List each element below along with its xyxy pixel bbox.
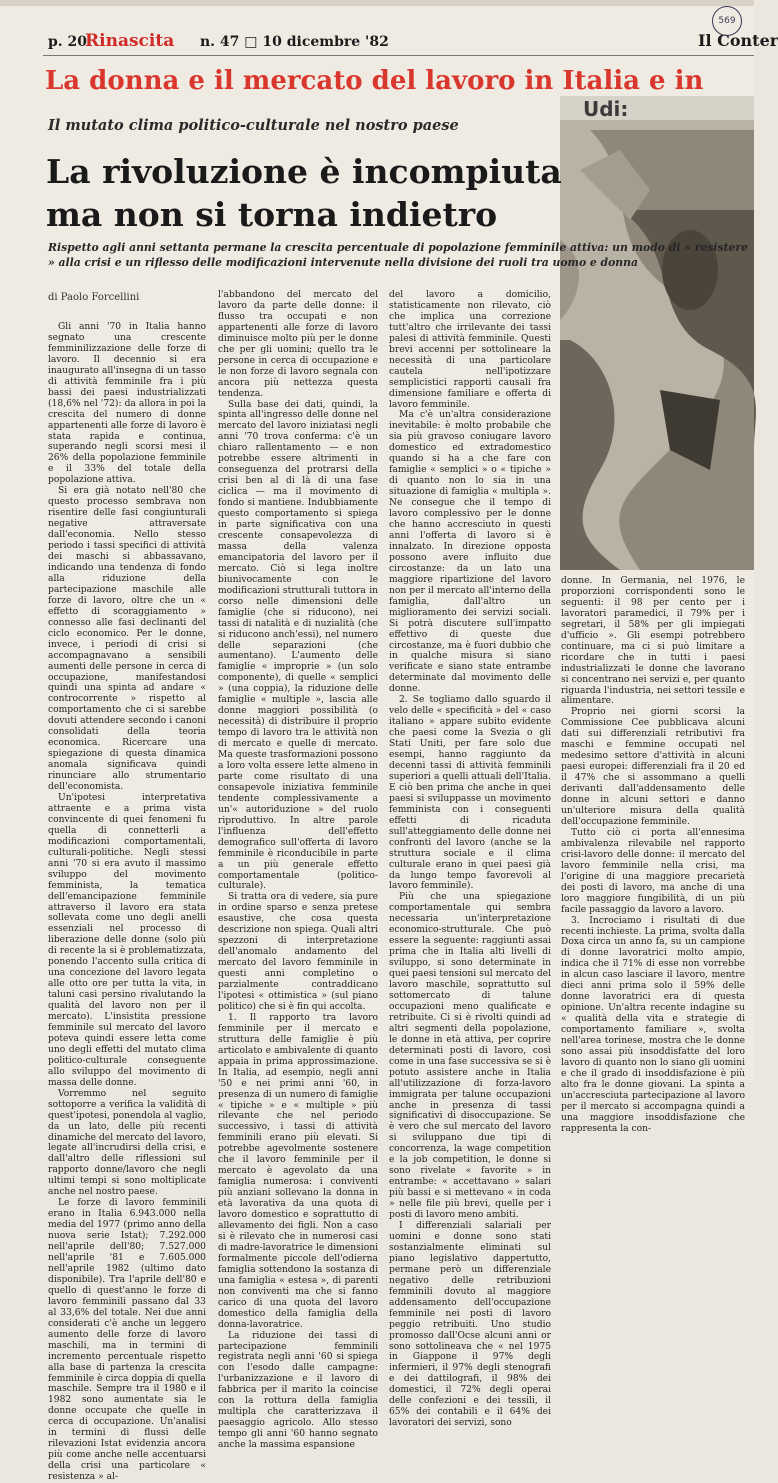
issue-date: n. 47 □ 10 dicembre '82	[200, 34, 389, 50]
headline: La rivoluzione è incompiuta ma non si torna indietro	[46, 152, 562, 234]
archive-stamp: 569	[712, 6, 742, 36]
paragraph: Le forze di lavoro femminili erano in Italia 6.943.000 nella media del 1977 (primo anno della nuova serie Istat); 7.292.000 nell'aprile dell'80; 7.527.000 nell'aprile '81 e 7.605.000 nell'aprile 1982 (ultimo dato disponibile). Tra l'aprile dell'80 e quello di quest'anno le forze di lavoro femminili passano dal 33 al 33,6% del totale. Nei due anni considerati c'è anche un leggero aumento delle forze di lavoro maschili, ma in termini di incremento percentuale rispetto alla base di partenza la crescita femminile è circa doppia di quella maschile. Sempre tra il 1980 e il 1982 sono aumentate sia le donne occupate che quelle in cerca di occupazione. Un'analisi in termini di flussi delle rilevazioni Istat evidenzia ancora più come anche nelle accentuarsi della crisi una particolare « resistenza » al-	[48, 1198, 206, 1483]
page-number: p. 20	[48, 34, 88, 50]
paragraph: Tutto ciò ci porta all'ennesima ambivalenza rilevabile nel rapporto crisi-lavoro delle donne: il mercato del lavoro femminile nella crisi, ma l'origine di una maggiore precarietà dei posti di lavoro, ma anche di una loro maggiore fungibilità, di un più facile passaggio da lavoro a lavoro.	[561, 827, 745, 915]
paragraph: Proprio nei giorni scorsi la Commissione Cee pubblicava alcuni dati sui differenziali retributivi fra maschi e femmine occupati nel medesimo settore d'attività in alcuni paesi europei: differenziali fra il 20 ed il 47% che si assommano a quelli derivanti dall'addensamento delle donne in alcuni settori e danno un'ulteriore misura della qualità dell'occupazione femminile.	[561, 707, 745, 827]
text-column-2	[218, 290, 378, 1451]
text-column-3	[389, 290, 551, 1429]
paragraph: 3. Incrociamo i risultati di due recenti inchieste. La prima, svolta dalla Doxa circa un anno fa, su un campione di donne lavoratrici molto ampio, indica che il 71% di esse non vorrebbe in alcun caso lasciare il lavoro, mentre dieci anni prima solo il 59% delle donne lavoratrici era di questa opinione. Un'altra recente indagine su « qualità della vita e strategie di comportamento familiare », svolta nell'area torinese, mostra che le donne sono assai più insoddisfatte del loro lavoro di quanto non lo siano gli uomini e che il grado di insoddisfazione è più alto fra le donne giovani. La spinta a un'accresciuta partecipazione al lavoro per il mercato si accompagna quindi a una maggiore insoddisfazione che rappresenta la con-	[561, 915, 745, 1134]
section-title: La donna e il mercato del lavoro in Italia e in	[45, 66, 754, 96]
paragraph: Più che una spiegazione comportamentale qui sembra necessaria un'interpretazione economico-strutturale. Che può essere la seguente: raggiunti assai prima che in Italia alti livelli di sviluppo, si sono determinate in quei paesi tensioni sul mercato del lavoro maschile, soprattutto sul sottomercato di talune occupazioni meno qualificate e retribuite. Ci si è rivolti quindi ad altri segmenti della popolazione, le donne in età attiva, per coprire determinati posti di lavoro, così come in una fase successiva se si è potuto assistere anche in Italia all'utilizzazione di forza-lavoro immigrata per talune occupazioni anche in presenza di tassi significativi di disoccupazione. Se è vero che sul mercato del lavoro si sviluppano due tipi di concorrenza, la wage competition e la job competition, le donne si sono rivelate « favorite » in entrambe: « accettavano » salari più bassi e si mettevano « in coda » nelle file più brevi, quelle per i posti di lavoro meno ambiti.	[389, 892, 551, 1221]
text-column-1	[48, 322, 206, 1483]
adjacent-article-title-fragment: Udi:	[583, 97, 629, 121]
kicker: Il mutato clima politico-culturale nel nostro paese	[48, 117, 459, 134]
next-article-header: Il Conter	[698, 31, 778, 50]
paragraph: Gli anni '70 in Italia hanno segnato una crescente femminilizzazione delle forze di lavoro. Il decennio si era inaugurato all'insegna di un tasso di attività femminile fra i più bassi dei paesi industrializzati (18,6% nel '72): da allora in poi la crescita del numero di donne appartenenti alle forze di lavoro è stata rapida e continua, superando negli scorsi mesi il 26% della popolazione femminile e il 33% del totale della popolazione attiva.	[48, 322, 206, 486]
paragraph: Sulla base dei dati, quindi, la spinta all'ingresso delle donne nel mercato del lavoro iniziatasi negli anni '70 trova conferma: c'è un chiaro rallentamento — e non potrebbe essere altrimenti in conseguenza del protrarsi della crisi ben al di là di una fase ciclica — ma il movimento di fondo si mantiene. Indubbiamente questo comportamento si spiega in parte significativa con una crescente consapevolezza di massa della valenza emancipatoria del lavoro per il mercato. Ciò si lega inoltre biunivocamente con le modificazioni strutturali tuttora in corso nelle dimensioni delle famiglie (che si riducono), nei tassi di natalità e di nuzialità (che si riducono anch'essi), nel numero delle separazioni (che aumentano). L'aumento delle famiglie « improprie » (un solo componente), di quelle « semplici » (una coppia), la riduzione delle famiglie « multiple », lascia alle donne maggiori possibilità (o necessità) di distribuire il proprio tempo di lavoro tra le attività non di mercato e quelle di mercato. Ma queste trasformazioni possono a loro volta essere lette almeno in parte come risultato di una consapevole iniziativa femminile tendente complessivamente a un'« autoriduzione » del ruolo riproduttivo. In altre parole l'influenza dell'effetto demografico sull'offerta di lavoro femminile è riconducibile in parte a un più generale effetto comportamentale (politico-culturale).	[218, 399, 378, 892]
text-column-4	[561, 576, 745, 1134]
standfirst: Rispetto agli anni settanta permane la crescita percentuale di popolazione femminile attiva: un modo di « resistere » alla crisi e un riflesso delle modificazioni intervenute nella divisione dei ruoli tra uomo e donna	[48, 241, 748, 269]
header-rule	[43, 55, 754, 56]
paragraph: La riduzione dei tassi di partecipazione femminili registrata negli anni '60 si spiega con l'esodo dalle campagne: l'urbanizzazione e il lavoro di fabbrica per il marito la coincise con la rottura della famiglia multipla che caratterizzava il paesaggio agricolo. Allo stesso tempo gli anni '60 hanno segnato anche la massima espansione	[218, 1330, 378, 1451]
paragraph: 1. Il rapporto tra lavoro femminile per il mercato e struttura delle famiglie è più articolato e ambivalente di quanto appaia in prima approssimazione. In Italia, ad esempio, negli anni '50 e nei primi anni '60, in presenza di un numero di famiglie « tipiche » e « multiple » più rilevante che nel periodo successivo, i tassi di attività femminili erano più elevati. Si potrebbe agevolmente sostenere che il lavoro femminile per il mercato è agevolato da una famiglia numerosa: i conviventi più anziani sollevano la donna in età lavorativa da una quota di lavoro domestico e soprattutto di allevamento dei figli. Non a caso si è rilevato che in numerosi casi di madre-lavoratrice le dimensioni formalmente piccole dell'odierna famiglia sottendono la sostanza di una famiglia « estesa », di parenti non conviventi ma che si fanno carico di una quota del lavoro domestico della famiglia della donna-lavoratrice.	[218, 1012, 378, 1330]
paragraph: Vorremmo nel seguito sottoporre a verifica la validità di quest'ipotesi, ponendola al vaglio, da un lato, delle più recenti dinamiche del mercato del lavoro, legate all'incrudirsi della crisi, e dall'altro delle riflessioni sul rapporto donne/lavoro che negli ultimi tempi si sono moltiplicate anche nel nostro paese.	[48, 1088, 206, 1198]
byline: di Paolo Forcellini	[48, 292, 140, 303]
paragraph: I differenziali salariali per uomini e donne sono stati sostanzialmente eliminati sul piano legislativo dappertutto, permane però un differenziale negativo delle retribuzioni femminili dovuto al maggiore addensamento dell'occupazione femminile nei posti di lavoro peggio retribuiti. Uno studio promosso dall'Ocse alcuni anni or sono sottolineava che « nel 1975 in Giappone il 97% degli infermieri, il 97% degli stenografi e dei dattilografi, il 98% dei domestici, il 72% degli operai delle confezioni e dei tessili, il 65% dei contabili e il 64% dei lavoratori dei servizi, sono	[389, 1221, 551, 1429]
paragraph: donne. In Germania, nel 1976, le proporzioni corrispondenti sono le seguenti: il 98 per cento per i lavoratori paramedici, il 79% per i segretari, il 58% per gli impiegati d'ufficio ». Gli esempi potrebbero continuare, ma ci si può limitare a ricordare che in tutti i paesi industrializzati le donne che lavorano si concentrano nei servizi e, per quanto riguarda l'industria, nei settori tessile e alimentare.	[561, 576, 745, 707]
paragraph: Si tratta ora di vedere, sia pure in ordine sparso e senza pretese esaustive, che cosa questa descrizione non spiega. Quali altri spezzoni di interpretazione dell'anomalo andamento del mercato del lavoro femminile in questi anni completino o parzialmente contraddicano l'ipotesi « ottimistica » (sul piano politico) che si è fin qui accolta.	[218, 892, 378, 1012]
paragraph: del lavoro a domicilio, statisticamente non rilevato, ciò che implica una correzione tutt'altro che irrilevante dei tassi palesi di attività femminile. Questi brevi accenni per sottolineare la necessità di una particolare cautela nell'ipotizzare semplicistici rapporti causali fra dimensione familiare e offerta di lavoro femminile.	[389, 290, 551, 410]
paragraph: Un'ipotesi interpretativa attraente e a prima vista convincente di quei fenomeni fu quella di connetterli a modificazioni comportamentali, culturali-politiche. Negli stessi anni '70 si era avuto il massimo sviluppo del movimento femminista, la tematica dell'emancipazione femminile attraverso il lavoro era stata sollevata come uno degli anelli essenziali nel processo di liberazione delle donne (solo più di recente la si è problematizzata, ponendo l'accento sulla critica di una concezione del lavoro legata alle otto ore per tutta la vita, in taluni casi persino rivalutando la qualità del lavoro non per il mercato). L'insistita pressione femminile sul mercato del lavoro poteva quindi essere letta come uno degli effetti del mutato clima politico-culturale conseguente allo sviluppo del movimento di massa delle donne.	[48, 792, 206, 1088]
paragraph: l'abbandono del mercato del lavoro da parte delle donne: il flusso tra occupati e non appartenenti alle forze di lavoro diminuisce molto più per le donne che per gli uomini; quello tra le persone in cerca di occupazione e le non forze di lavoro segnala con ancora più nettezza questa tendenza.	[218, 290, 378, 399]
adjacent-article-photo	[560, 90, 754, 570]
paragraph: Si era già notato nell'80 che questo processo sembrava non risentire delle fasi congiunturali negative attraversate dall'economia. Nello stesso periodo i tassi specifici di attività dei maschi si abbassavano, indicando una tendenza di fondo alla riduzione della partecipazione maschile alle forze di lavoro, oltre che un « effetto di scoraggiamento » connesso alle fasi declinanti del ciclo economico. Per le donne, invece, i periodi di crisi si accompagnavano a sensibili aumenti delle persone in cerca di occupazione, manifestandosi quindi una spinta ad andare « controcorrente » rispetto al comportamento che ci si sarebbe dovuti attendere secondo i canoni consolidati della teoria economica. Ricercare una spiegazione di questa dinamica anomala significava quindi rinunciare allo strumentario dell'economista.	[48, 486, 206, 793]
page-top-edge	[0, 0, 754, 6]
magazine-name: Rinascita	[85, 31, 175, 51]
photo-image	[560, 90, 754, 570]
paragraph: 2. Se togliamo dallo sguardo il velo delle « specificità » del « caso italiano » appare subito evidente che paesi come la Svezia o gli Stati Uniti, per fare solo due esempi, hanno raggiunto da decenni tassi di attività femminili superiori a quelli attuali dell'Italia. E ciò ben prima che anche in quei paesi si sviluppasse un movimento femminista con i conseguenti effetti di ricaduta sull'atteggiamento delle donne nei confronti del lavoro (anche se la struttura sociale e il clima culturale erano in quei paesi già da lungo tempo favorevoli al lavoro femminile).	[389, 695, 551, 892]
paragraph: Ma c'è un'altra considerazione inevitabile: è molto probabile che sia più gravoso coniugare lavoro domestico ed extradomestico quando si ha a che fare con famiglie « semplici » o « tipiche » di quanto non lo sia in una situazione di famiglia « multipla ». Ne consegue che il tempo di lavoro complessivo per le donne che hanno accresciuto in questi anni l'offerta di lavoro si è innalzato. In direzione opposta possono avere influito due circostanze: da un lato una maggiore ripartizione del lavoro non per il mercato all'interno della famiglia, dall'altro un miglioramento dei servizi sociali. Si potrà discutere sull'impatto effettivo di queste due circostanze, ma è fuori dubbio che in qualche misura si siano verificate e siano state entrambe determinate dal movimento delle donne.	[389, 410, 551, 695]
page-header	[48, 30, 778, 56]
